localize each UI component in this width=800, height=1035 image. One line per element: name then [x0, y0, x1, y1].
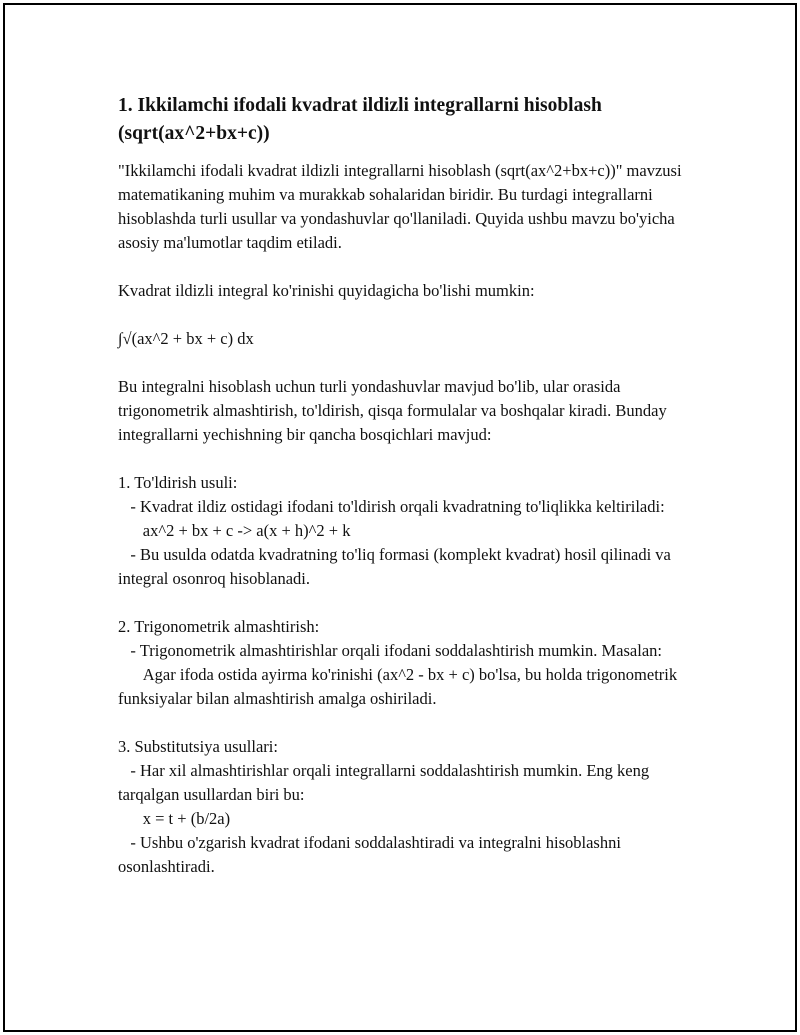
document-content [118, 92, 698, 879]
document-body: "Ikkilamchi ifodali kvadrat ildizli integrallarni hisoblash (sqrt(ax^2+bx+c))" mavzusi matematikaning muhim va murakkab sohalaridan biridir. Bu turdagi integrallarni hisoblashda turli usullar va yondashuvlar qo'llaniladi. Quyida ushbu mavzu bo'yicha asosiy ma'lumotlar taqdim etiladi. Kvadrat ildizli integral ko'rinishi quyidagicha bo'lishi mumkin: ∫√(ax^2 + bx + c) dx Bu integralni hisoblash uchun turli yondashuvlar mavjud bo'lib, ular orasida trigonometrik almashtirish, to'ldirish, qisqa formulalar va boshqalar kiradi. Bunday integrallarni yechishning bir qancha bosqichlari mavjud: 1. To'ldirish usuli: - Kvadrat ildiz ostidagi ifodani to'ldirish orqali kvadratning to'liqlikka keltiriladi: ax^2 + bx + c -> a(x + h)^2 + k - Bu usulda odatda kvadratning to'liq formasi (komplekt kvadrat) hosil qilinadi va integral osonroq hisoblanadi. 2. Trigonometrik almashtirish: - Trigonometrik almashtirishlar orqali ifodani soddalashtirish mumkin. Masalan: Agar ifoda ostida ayirma ko'rinishi (ax^2 - bx + c) bo'lsa, bu holda trigonometrik funksiyalar bilan almashtirish amalga oshiriladi. 3. Substitutsiya usullari: - Har xil almashtirishlar orqali integrallarni soddalashtirish mumkin. Eng keng tarqalgan usullardan biri bu: x = t + (b/2a) - Ushbu o'zgarish kvadrat ifodani soddalashtiradi va integralni hisoblashni osonlashtiradi. [118, 161, 682, 876]
document-title: 1. Ikkilamchi ifodali kvadrat ildizli integrallarni hisoblash (sqrt(ax^2+bx+c)) [118, 95, 602, 144]
